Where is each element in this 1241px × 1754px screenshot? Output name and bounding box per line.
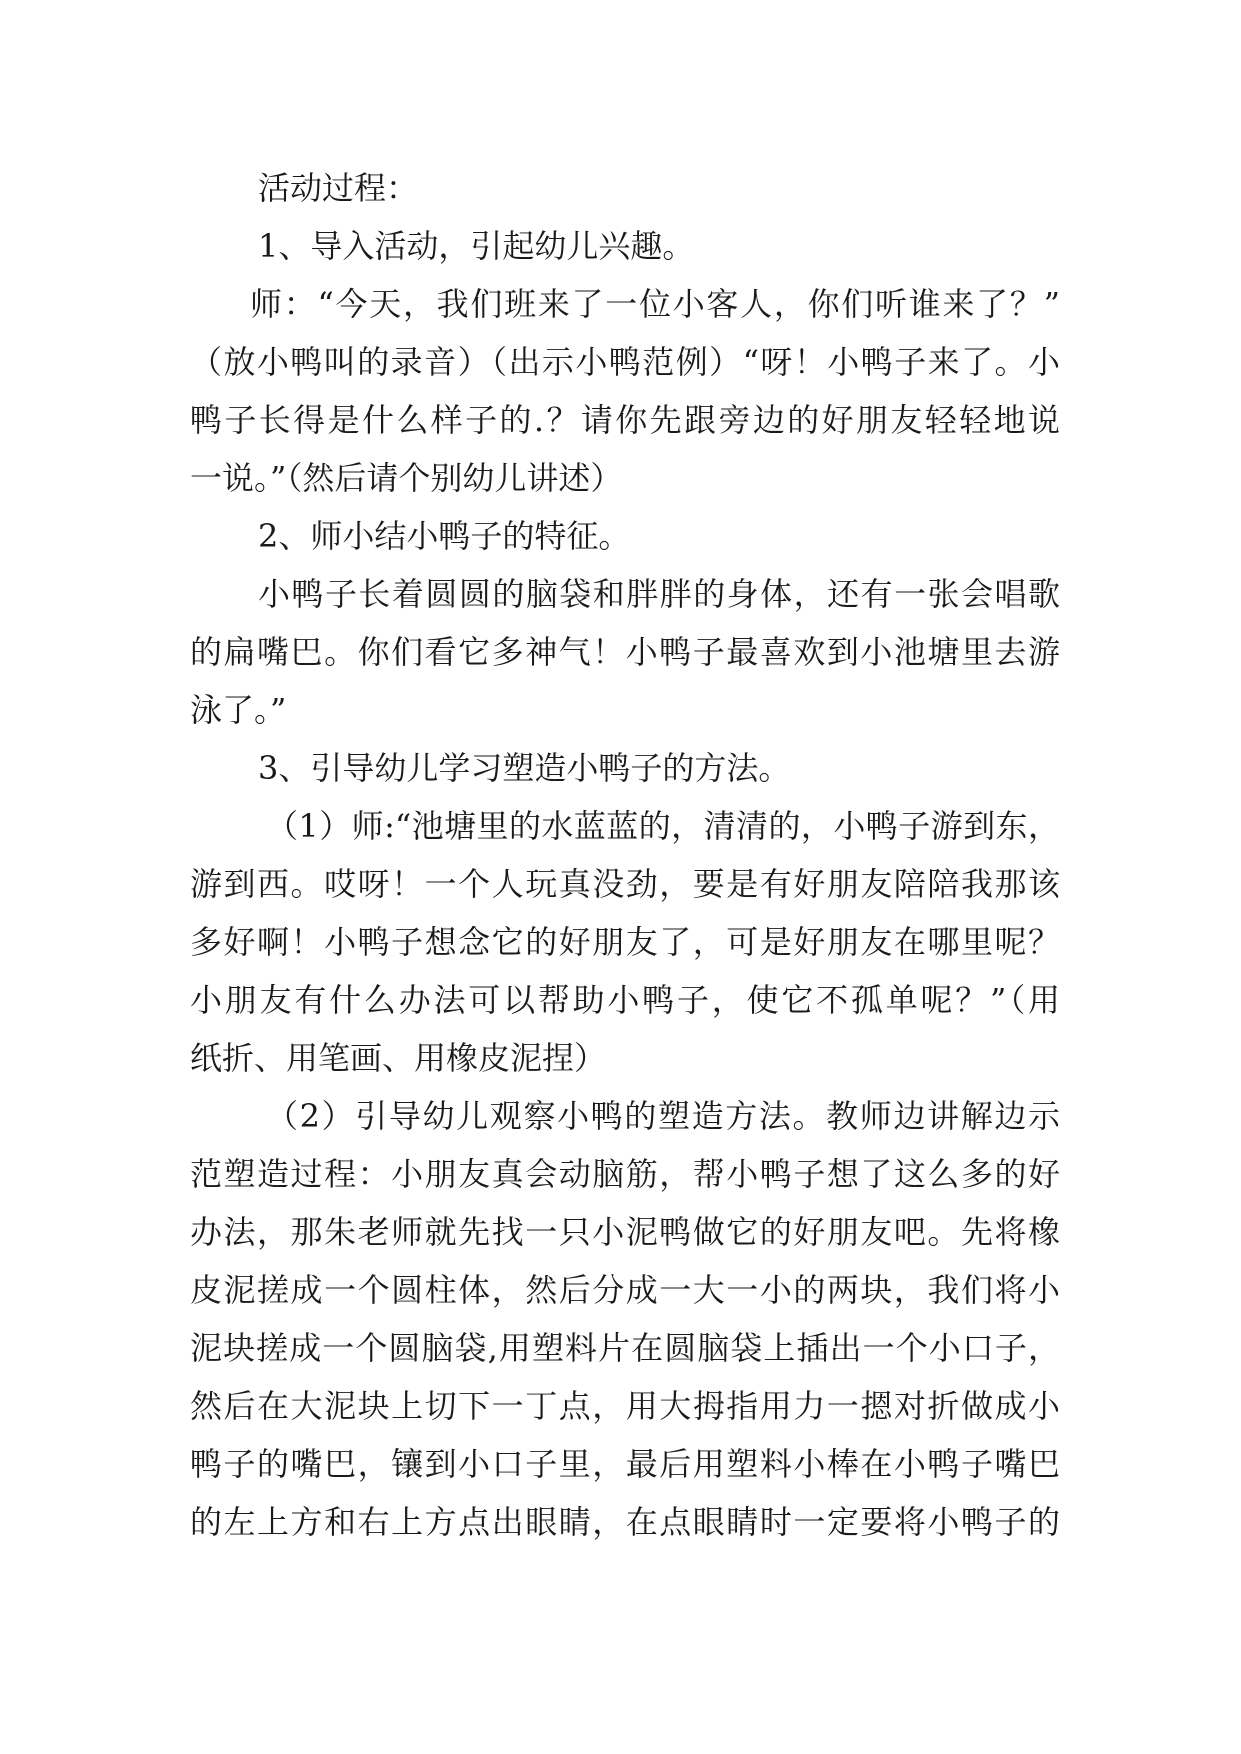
paragraph-line: 一说。”（然后请个别幼儿讲述） bbox=[190, 459, 623, 497]
paragraph-line: 师：“今天，我们班来了一位小客人，你们听谁来了？” bbox=[250, 285, 1060, 323]
paragraph-line: 泳了。” bbox=[190, 691, 287, 729]
paragraph-line: 泥块搓成一个圆脑袋,用塑料片在圆脑袋上插出一个小口子， bbox=[190, 1329, 1060, 1367]
paragraph-line: 皮泥搓成一个圆柱体，然后分成一大一小的两块，我们将小 bbox=[190, 1271, 1060, 1309]
paragraph-line: 多好啊！小鸭子想念它的好朋友了，可是好朋友在哪里呢？ bbox=[190, 923, 1060, 961]
paragraph-line: 的左上方和右上方点出眼睛，在点眼睛时一定要将小鸭子的 bbox=[190, 1503, 1060, 1541]
paragraph-line: 鸭子长得是什么样子的.？请你先跟旁边的好朋友轻轻地说 bbox=[190, 401, 1060, 439]
paragraph-line: 鸭子的嘴巴，镶到小口子里，最后用塑料小棒在小鸭子嘴巴 bbox=[190, 1445, 1060, 1483]
step-1-heading: 1、导入活动，引起幼儿兴趣。 bbox=[258, 227, 695, 265]
paragraph-line: 的扁嘴巴。你们看它多神气！小鸭子最喜欢到小池塘里去游 bbox=[190, 633, 1060, 671]
paragraph-line: 游到西。哎呀！一个人玩真没劲，要是有好朋友陪陪我那该 bbox=[190, 865, 1060, 903]
paragraph-line: （1）师:“池塘里的水蓝蓝的，清清的，小鸭子游到东， bbox=[266, 807, 1060, 845]
step-3-heading: 3、引导幼儿学习塑造小鸭子的方法。 bbox=[258, 749, 791, 787]
paragraph-line: （放小鸭叫的录音）（出示小鸭范例）“呀！小鸭子来了。小 bbox=[190, 343, 1060, 381]
paragraph-line: 小朋友有什么办法可以帮助小鸭子，使它不孤单呢？”（用 bbox=[190, 981, 1060, 1019]
paragraph-line: （2）引导幼儿观察小鸭的塑造方法。教师边讲解边示 bbox=[266, 1097, 1060, 1135]
step-2-heading: 2、师小结小鸭子的特征。 bbox=[258, 517, 631, 555]
paragraph-line: 纸折、用笔画、用橡皮泥捏） bbox=[190, 1039, 607, 1077]
paragraph-line: 办法，那朱老师就先找一只小泥鸭做它的好朋友吧。先将橡 bbox=[190, 1213, 1060, 1251]
paragraph-line: 小鸭子长着圆圆的脑袋和胖胖的身体，还有一张会唱歌 bbox=[258, 575, 1060, 613]
paragraph-line: 范塑造过程：小朋友真会动脑筋，帮小鸭子想了这么多的好 bbox=[190, 1155, 1060, 1193]
paragraph-line: 然后在大泥块上切下一丁点，用大拇指用力一摁对折做成小 bbox=[190, 1387, 1060, 1425]
heading-activity-process: 活动过程： bbox=[258, 169, 419, 207]
